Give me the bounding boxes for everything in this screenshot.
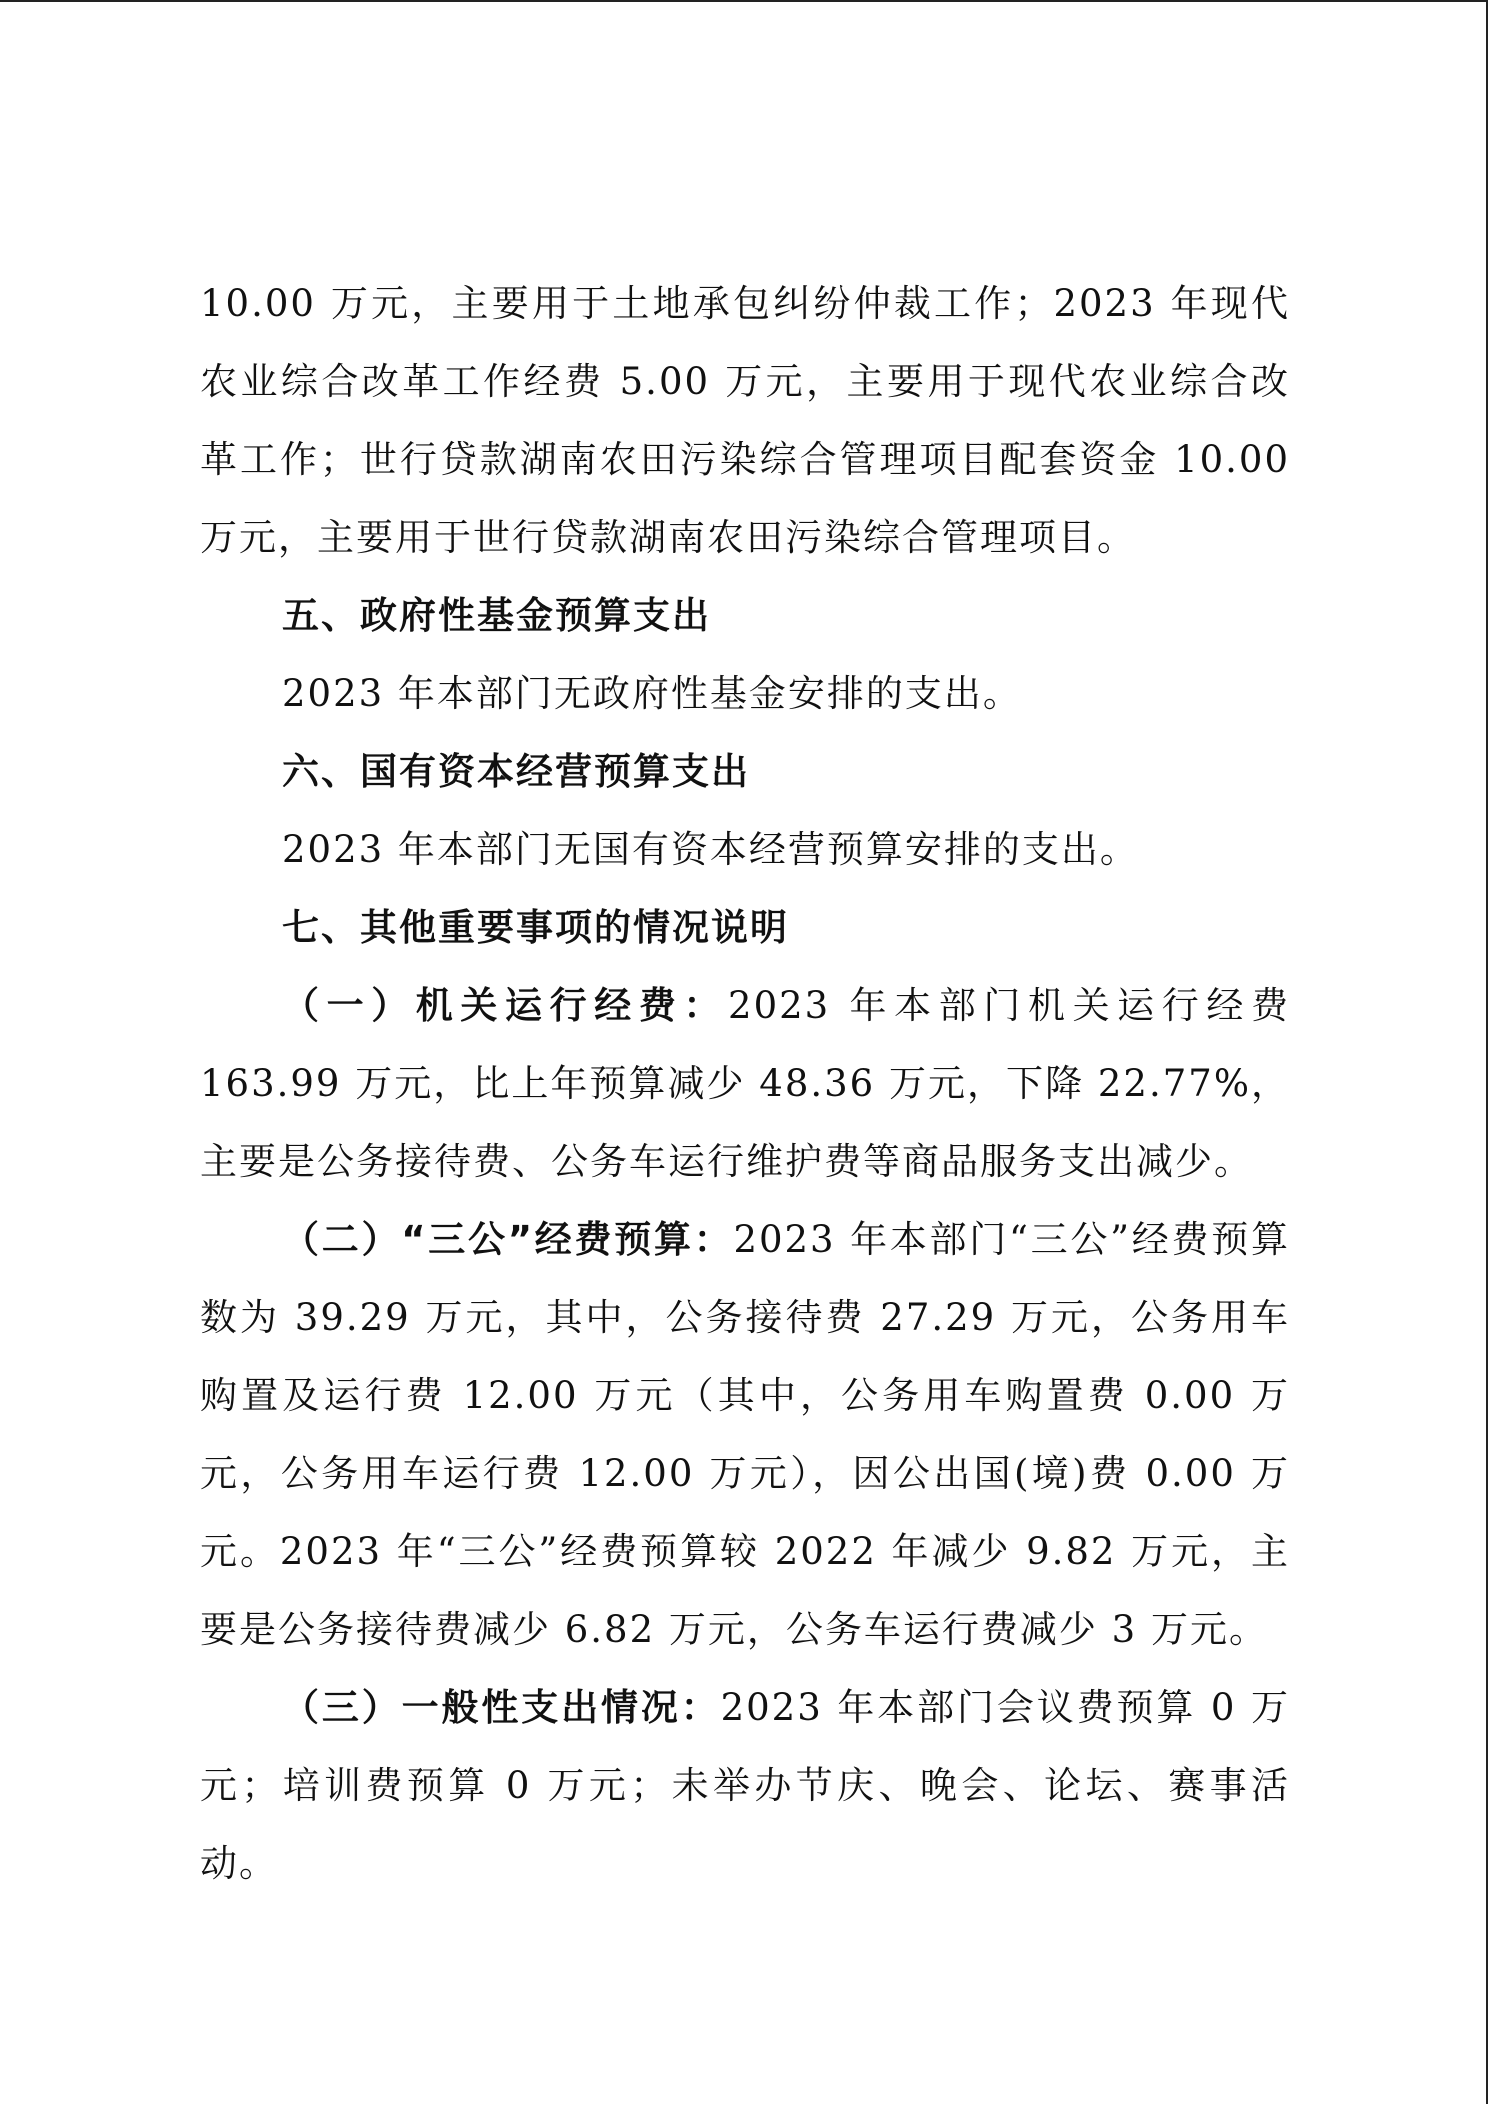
item-operating-expenses bbox=[200, 967, 1290, 1201]
item-three-public-expenses bbox=[200, 1201, 1290, 1669]
item-2-lead: （二）“三公”经费预算： bbox=[282, 1218, 734, 1261]
section-heading-6: 六、国有资本经营预算支出 bbox=[282, 750, 750, 793]
section-5-text: 2023 年本部门无政府性基金安排的支出。 bbox=[282, 672, 1022, 715]
item-general-expenses bbox=[200, 1669, 1290, 1903]
item-1-text: 2023 年本部门机关运行经费 163.99 万元，比上年预算减少 48.36 万元，下降 22.77%，主要是公务接待费、公务车运行维护费等商品服务支出减少。 bbox=[200, 984, 1290, 1183]
section-6-text: 2023 年本部门无国有资本经营预算安排的支出。 bbox=[282, 828, 1139, 871]
item-3-text: 2023 年本部门会议费预算 0 万元；培训费预算 0 万元；未举办节庆、晚会、论坛、赛事活动。 bbox=[200, 1686, 1290, 1885]
section-heading-7: 七、其他重要事项的情况说明 bbox=[282, 906, 789, 949]
section-heading-5: 五、政府性基金预算支出 bbox=[282, 594, 711, 637]
item-1-lead: （一）机关运行经费： bbox=[282, 984, 729, 1027]
item-3-lead: （三）一般性支出情况： bbox=[282, 1686, 721, 1729]
item-2-text: 2023 年本部门“三公”经费预算数为 39.29 万元，其中，公务接待费 27.29 万元，公务用车购置及运行费 12.00 万元（其中，公务用车购置费 0.00 万元，公务用车运行费 12.00 万元），因公出国(境)费 0.00 万元。2023 年“三公”经费预算较 2022 年减少 9.82 万元，主要是公务接待费减少 6.82 万元，公务车运行费减少 3 万元。 bbox=[200, 1218, 1290, 1651]
continued-paragraph: 10.00 万元，主要用于土地承包纠纷仲裁工作；2023 年现代农业综合改革工作经费 5.00 万元，主要用于现代农业综合改革工作；世行贷款湖南农田污染综合管理项目配套资金 10.00 万元，主要用于世行贷款湖南农田污染综合管理项目。 bbox=[200, 282, 1290, 559]
document-body bbox=[200, 265, 1290, 1903]
